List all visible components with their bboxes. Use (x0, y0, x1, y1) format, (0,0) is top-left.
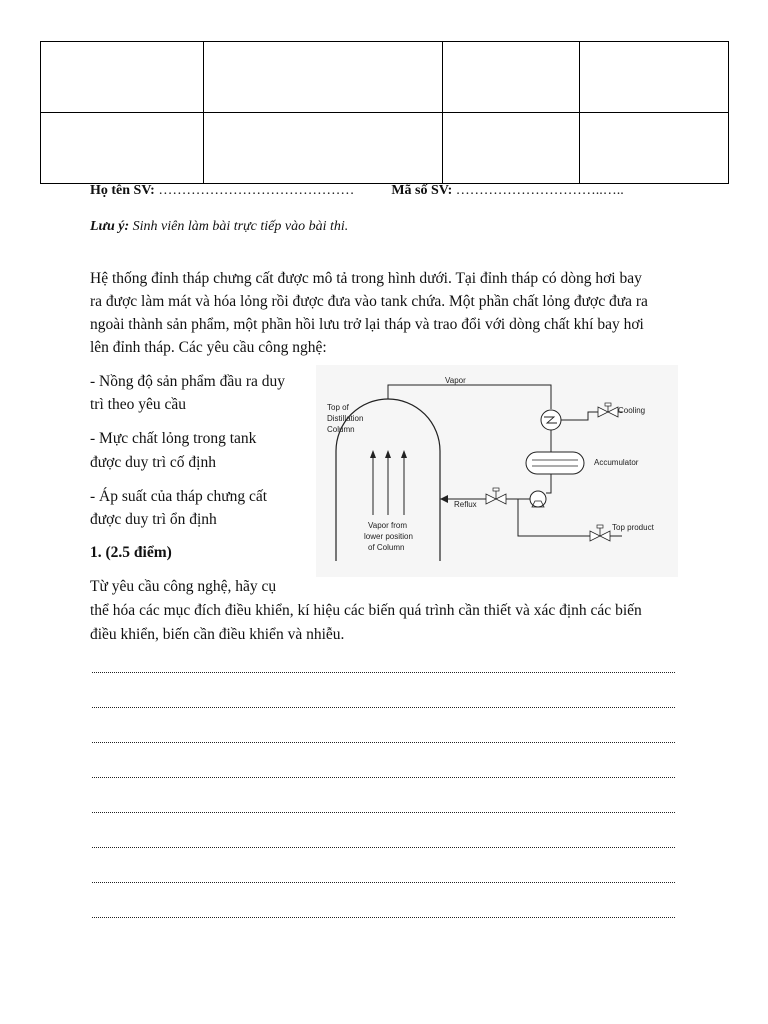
label-of-column: of Column (368, 543, 405, 552)
student-name-field[interactable]: …………………………………… (158, 183, 355, 198)
label-top-product: Top product (612, 523, 654, 532)
header-cell (41, 113, 204, 184)
note-label: Lưu ý: (90, 219, 130, 234)
header-cell (204, 42, 443, 113)
intro-line: ra được làm mát và hóa lỏng rồi được đưa vào tank chứa. Một phần chất lỏng được đưa ra (90, 293, 648, 310)
requirement-line: - Mực chất lỏng trong tank (90, 430, 257, 447)
label-column: Column (327, 425, 355, 434)
requirement-line: được duy trì ổn định (90, 511, 217, 528)
label-vapor: Vapor (445, 376, 466, 385)
label-distillation: Distillation (327, 414, 364, 423)
label-cooling: Cooling (618, 406, 646, 415)
question-line: Từ yêu cầu công nghệ, hãy cụ (90, 578, 277, 595)
accumulator-vessel (526, 452, 584, 474)
question-line: điều khiển, biến cần điều khiển và nhiễu. (90, 626, 345, 643)
answer-line[interactable] (92, 847, 675, 848)
answer-line[interactable] (92, 882, 675, 883)
requirement-line: - Áp suất của tháp chưng cất (90, 488, 268, 505)
note (90, 219, 348, 235)
header-cell (580, 113, 729, 184)
header-table (40, 41, 729, 184)
answer-line[interactable] (92, 672, 675, 673)
header-cell (41, 42, 204, 113)
label-accumulator: Accumulator (594, 458, 639, 467)
student-id-field[interactable]: …………………………..….. (455, 183, 624, 198)
answer-line[interactable] (92, 812, 675, 813)
label-vapor-from: Vapor from (368, 521, 407, 530)
header-cell (204, 113, 443, 184)
requirement-line: trì theo yêu cầu (90, 396, 186, 413)
intro-line: ngoài thành sản phẩm, một phần hồi lưu trở lại tháp và trao đổi với dòng chất khí bay hơi (90, 316, 644, 333)
header-row (41, 42, 729, 113)
answer-line[interactable] (92, 777, 675, 778)
header-row (41, 113, 729, 184)
question-line: thể hóa các mục đích điều khiển, kí hiệu các biến quá trình cần thiết và xác định các biến (90, 602, 642, 619)
answer-line[interactable] (92, 917, 675, 918)
header-cell (443, 42, 580, 113)
note-text: Sinh viên làm bài trực tiếp vào bài thi. (132, 219, 349, 234)
student-info-line (90, 183, 624, 199)
header-cell (580, 42, 729, 113)
answer-line[interactable] (92, 742, 675, 743)
header-cell (443, 113, 580, 184)
intro-line: lên đỉnh tháp. Các yêu cầu công nghệ: (90, 339, 327, 356)
label-lower-position: lower position (364, 532, 413, 541)
label-top-of: Top of (327, 403, 349, 412)
requirement-line: - Nồng độ sản phẩm đầu ra duy (90, 373, 285, 390)
distillation-diagram (316, 365, 678, 577)
student-name-label: Họ tên SV: (90, 183, 155, 198)
intro-line: Hệ thống đỉnh tháp chưng cất được mô tả trong hình dưới. Tại đỉnh tháp có dòng hơi bay (90, 270, 642, 287)
label-reflux: Reflux (454, 500, 477, 509)
pump-icon (530, 491, 546, 507)
student-id-label: Mã số SV: (391, 183, 453, 198)
question-title: 1. (2.5 điểm) (90, 544, 172, 561)
requirement-line: được duy trì cố định (90, 454, 216, 471)
answer-line[interactable] (92, 707, 675, 708)
